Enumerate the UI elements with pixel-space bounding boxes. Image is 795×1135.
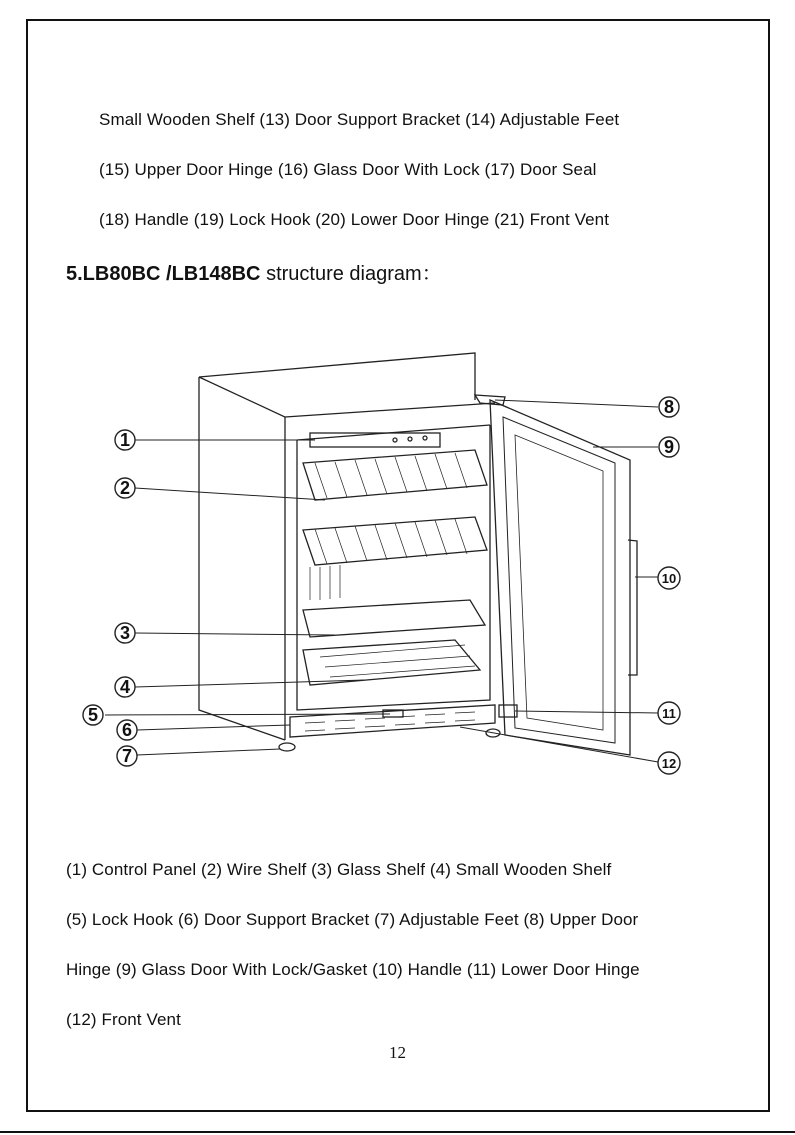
callout-6: 6 [121, 720, 133, 740]
control-panel [310, 433, 440, 447]
callout-1: 1 [119, 430, 131, 450]
section-heading [66, 257, 442, 286]
callout-2: 2 [119, 478, 131, 498]
callout-7: 7 [121, 746, 133, 766]
callout-9: 9 [663, 437, 675, 457]
legend-line-2: (5) Lock Hook (6) Door Support Bracket (7) Adjustable Feet (8) Upper Door [66, 910, 639, 929]
model-names: 5.LB80BC /LB148BC [66, 263, 261, 285]
legend-line-3: Hinge (9) Glass Door With Lock/Gasket (10) Handle (11) Lower Door Hinge [66, 960, 640, 979]
parts-list-line-1: Small Wooden Shelf (13) Door Support Bracket (14) Adjustable Feet [99, 110, 620, 129]
small-wooden-shelf [303, 640, 480, 685]
callout-4: 4 [119, 677, 131, 697]
adjustable-foot [279, 743, 295, 751]
callout-3: 3 [119, 623, 131, 643]
bottom-rule [0, 1131, 795, 1133]
legend-line-4: (12) Front Vent [66, 1010, 181, 1029]
parts-list-line-2: (15) Upper Door Hinge (16) Glass Door With Lock (17) Door Seal [99, 160, 597, 179]
heading-rest: structure diagram： [260, 263, 442, 285]
legend-line-1: (1) Control Panel (2) Wire Shelf (3) Glass Shelf (4) Small Wooden Shelf [66, 860, 612, 879]
callout-11: 11 [662, 706, 676, 721]
glass-shelf [303, 600, 485, 637]
parts-list-line-3: (18) Handle (19) Lock Hook (20) Lower Door Hinge (21) Front Vent [99, 210, 610, 229]
callout-12: 12 [661, 756, 677, 771]
cabinet-front-edge [199, 377, 285, 740]
cabinet-left-side [199, 377, 285, 740]
structure-diagram [75, 345, 695, 785]
page-number: 12 [389, 1043, 406, 1062]
cabinet-top [199, 353, 475, 400]
wire-shelf-lower [303, 517, 487, 565]
callout-8: 8 [663, 397, 675, 417]
callout-5: 5 [87, 705, 99, 725]
callout-10: 10 [661, 571, 677, 586]
